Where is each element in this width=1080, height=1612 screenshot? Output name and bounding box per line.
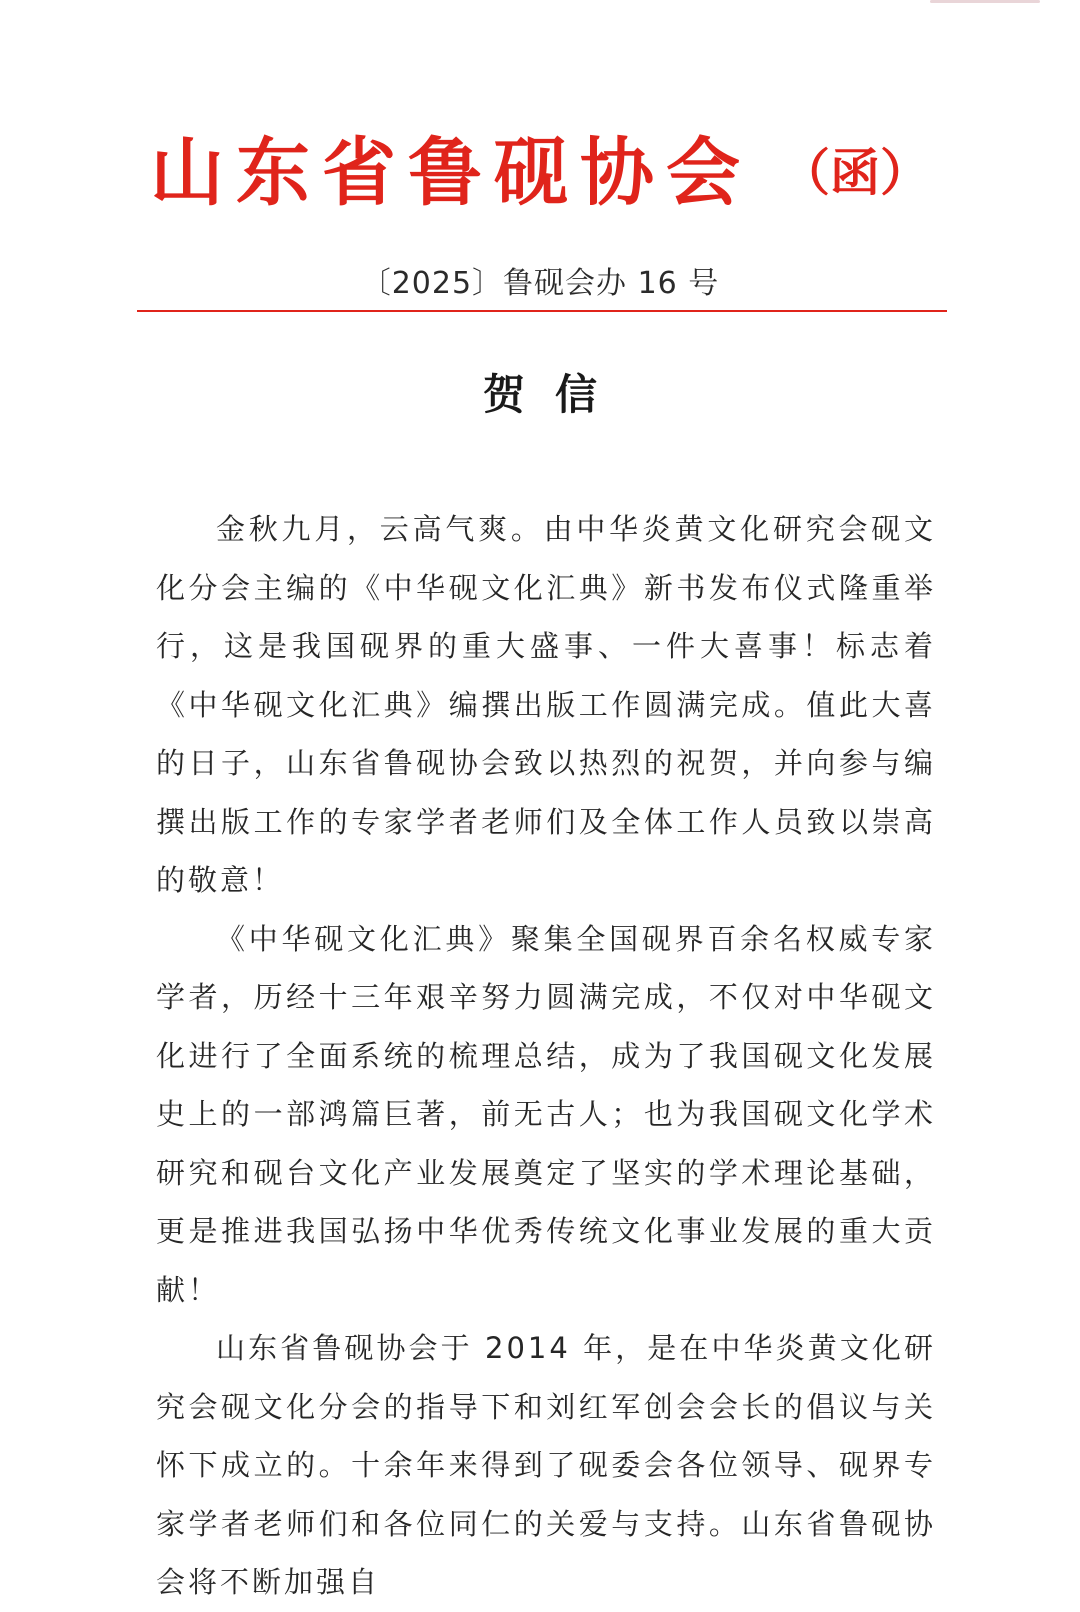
- top-edge-mark: [930, 0, 1040, 3]
- letter-body: [156, 500, 936, 1612]
- page-title: 贺信: [482, 370, 627, 419]
- paragraph: 山东省鲁砚协会于 2014 年，是在中华炎黄文化研究会砚文化分会的指导下和刘红军创会会长的倡议与关怀下成立的。十余年来得到了砚委会各位领导、砚界专家学者老师们和各位同仁的关爱与支持。山东省鲁砚协会将不断加强自: [156, 1331, 936, 1599]
- paragraph: 《中华砚文化汇典》聚集全国砚界百余名权威专家学者，历经十三年艰辛努力圆满完成，不仅对中华砚文化进行了全面系统的梳理总结，成为了我国砚文化发展史上的一部鸿篇巨著，前无古人；也为我国砚文化学术研究和砚台文化产业发展奠定了坚实的学术理论基础，更是推进我国弘扬中华优秀传统文化事业发展的重大贡献！: [156, 921, 936, 1307]
- letter-type: （函）: [780, 144, 930, 202]
- document-number: 〔2025〕鲁砚会办 16 号: [360, 266, 720, 301]
- masthead: [150, 118, 950, 228]
- org-name: 山东省鲁砚协会: [150, 130, 752, 216]
- paragraph: 金秋九月，云高气爽。由中华炎黄文化研究会砚文化分会主编的《中华砚文化汇典》新书发布仪式隆重举行，这是我国砚界的重大盛事、一件大喜事！标志着《中华砚文化汇典》编撰出版工作圆满完成。值此大喜的日子，山东省鲁砚协会致以热烈的祝贺，并向参与编撰出版工作的专家学者老师们及全体工作人员致以崇高的敬意！: [156, 512, 936, 897]
- red-divider: [137, 310, 947, 312]
